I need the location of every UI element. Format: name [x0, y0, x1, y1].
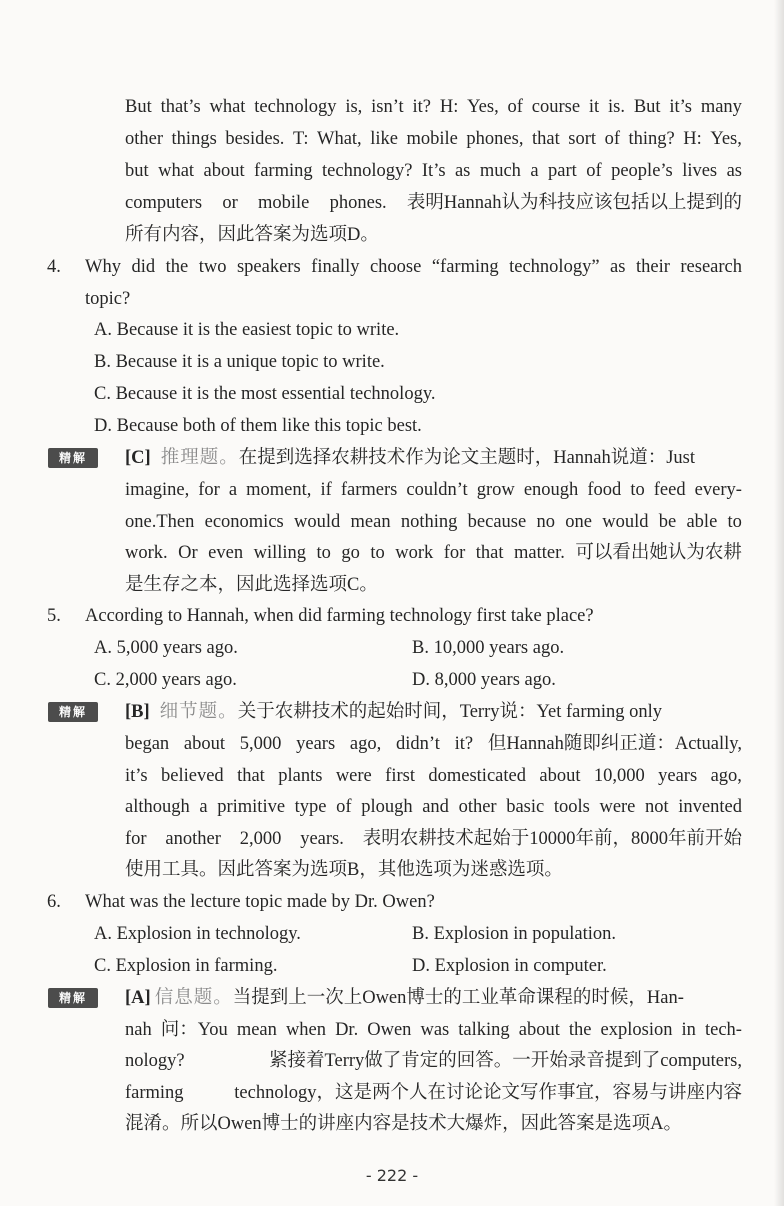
explanation-line: for another 2,000 years. 表明农耕技术起始于10000年前，8000年前开始 — [125, 829, 742, 849]
answer-tag: [B] — [125, 702, 150, 722]
explanation-line — [125, 987, 742, 1009]
explanation-line: it’s believed that plants were first domesticated about 10,000 years ago, — [125, 766, 742, 786]
option-a: A. Explosion in technology. — [94, 924, 301, 944]
answer-tag: [A] — [125, 988, 151, 1008]
question-number: 6. — [47, 892, 61, 912]
option-b: B. Because it is a unique topic to write. — [94, 352, 385, 372]
option-d: D. 8,000 years ago. — [412, 670, 556, 690]
question-stem: Why did the two speakers finally choose “farming technology” as their research — [85, 257, 742, 277]
option-c: C. 2,000 years ago. — [94, 670, 237, 690]
question-type: 信息题。 — [154, 988, 233, 1008]
explanation-line: 是生存之本，因此选择选项C。 — [125, 575, 378, 595]
explanation-text: 当提到上一次上Owen博士的工业革命课程的时候，Han- — [232, 988, 684, 1008]
explanation-line: one.Then economics would mean nothing because no one would be able to — [125, 512, 742, 532]
option-c: C. Explosion in farming. — [94, 956, 278, 976]
explanation-line: nah 问：You mean when Dr. Owen was talking about the explosion in tech- — [125, 1020, 742, 1040]
question-number: 4. — [47, 257, 61, 277]
explanation-badge: 精解 — [48, 702, 98, 722]
explanation-text: 关于农耕技术的起始时间，Terry说：Yet farming only — [237, 702, 663, 722]
question-stem: What was the lecture topic made by Dr. Owen? — [85, 892, 435, 912]
explanation-line — [125, 701, 742, 723]
explanation-line — [125, 447, 742, 469]
question-stem: topic? — [85, 289, 131, 309]
explanation-line: 使用工具。因此答案为选项B，其他选项为迷惑选项。 — [125, 860, 563, 880]
text-line: But that’s what technology is, isn’t it? H: Yes, of course it is. But it’s many — [125, 97, 742, 117]
question-stem: According to Hannah, when did farming technology first take place? — [85, 606, 594, 626]
option-a: A. 5,000 years ago. — [94, 638, 238, 658]
option-d: D. Because both of them like this topic best. — [94, 416, 422, 436]
option-c: C. Because it is the most essential technology. — [94, 384, 436, 404]
option-d: D. Explosion in computer. — [412, 956, 607, 976]
explanation-line: imagine, for a moment, if farmers couldn’t grow enough food to feed every- — [125, 480, 742, 500]
question-type: 细节题。 — [159, 702, 238, 722]
option-b: B. 10,000 years ago. — [412, 638, 565, 658]
answer-tag: [C] — [125, 448, 151, 468]
text-line: computers or mobile phones. 表明Hannah认为科技应该包括以上提到的 — [125, 193, 742, 213]
text-line: but what about farming technology? It’s as much a part of people’s lives as — [125, 161, 742, 181]
page-number: - 222 - — [365, 1166, 419, 1185]
explanation-line: work. Or even willing to go to work for that matter. 可以看出她认为农耕 — [125, 543, 742, 563]
explanation-line: although a primitive type of plough and other basic tools were not invented — [125, 797, 742, 817]
page-edge-shadow — [774, 0, 784, 1206]
text-line: 所有内容，因此答案为选项D。 — [125, 225, 379, 245]
explanation-line: began about 5,000 years ago, didn’t it? 但Hannah随即纠正道：Actually, — [125, 734, 742, 754]
question-type: 推理题。 — [160, 448, 239, 468]
explanation-line: 混淆。所以Owen博士的讲座内容是技术大爆炸，因此答案是选项A。 — [125, 1114, 683, 1134]
explanation-badge: 精解 — [48, 988, 98, 1008]
text-line: other things besides. T: What, like mobile phones, that sort of thing? H: Yes, — [125, 129, 742, 149]
explanation-text: 在提到选择农耕技术作为论文主题时，Hannah说道：Just — [238, 448, 696, 468]
option-b: B. Explosion in population. — [412, 924, 617, 944]
option-a: A. Because it is the easiest topic to write. — [94, 320, 400, 340]
explanation-line: nology? 紧接着Terry做了肯定的回答。一开始录音提到了computers, — [125, 1051, 742, 1071]
explanation-badge: 精解 — [48, 448, 98, 468]
explanation-line: farming technology，这是两个人在讨论论文写作事宜，容易与讲座内容 — [125, 1083, 742, 1103]
question-number: 5. — [47, 606, 61, 626]
